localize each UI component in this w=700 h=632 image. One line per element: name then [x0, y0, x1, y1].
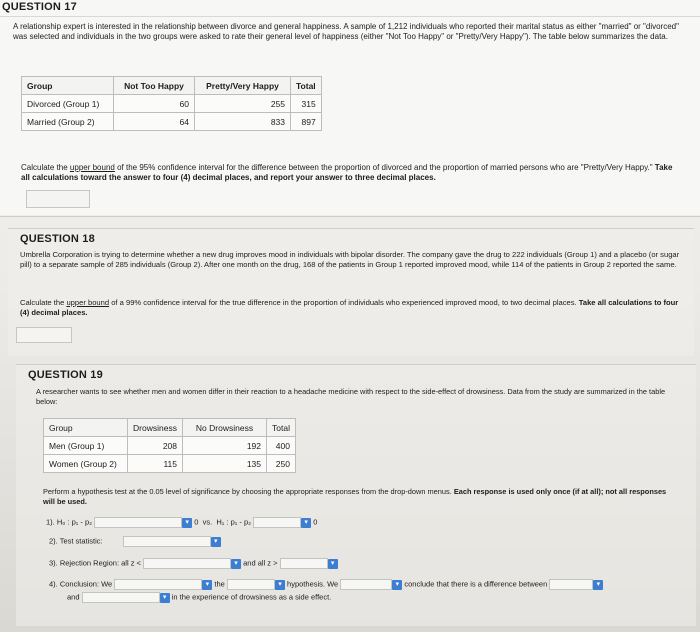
instruction-underline: upper bound: [66, 298, 110, 307]
instruction-underline: upper bound: [69, 163, 115, 172]
vs-label: vs.: [202, 517, 213, 527]
table-header: Pretty/Very Happy: [195, 77, 291, 95]
question-18-header: QUESTION 18: [20, 233, 95, 245]
question-18-instructions: [20, 298, 680, 317]
instruction-text: of a 99% confidence interval for the true difference in the proportion of individuals who experienced improved mood, to two decimal places.: [109, 298, 579, 307]
step-3-label: 3). Rejection Region: all z <: [49, 558, 141, 568]
h1-select[interactable]: [253, 517, 301, 528]
step-3-row: [49, 558, 338, 569]
question-18-panel: [8, 228, 694, 356]
step-1-row: [46, 517, 317, 528]
chevron-down-icon[interactable]: ▾: [593, 580, 603, 590]
table-row: [22, 113, 322, 131]
table-row: [44, 437, 296, 455]
step-4-row: [49, 579, 603, 590]
hypothesis-label: hypothesis. We: [287, 579, 339, 589]
table-cell: 833: [195, 113, 291, 131]
chevron-down-icon[interactable]: ▾: [392, 580, 402, 590]
question-17-header: QUESTION 17: [0, 0, 700, 17]
chevron-down-icon[interactable]: ▾: [202, 580, 212, 590]
step-2-label: 2). Test statistic:: [49, 536, 103, 546]
question-19-header: QUESTION 19: [28, 369, 103, 381]
rejection-upper-select[interactable]: [280, 558, 328, 569]
instruction-bold: Take all calculations to four (4) decimal places.: [20, 298, 679, 317]
test-statistic-select[interactable]: [123, 536, 211, 547]
question-19-panel: [16, 364, 696, 626]
step-4-row-cont: [67, 592, 331, 603]
question-18-answer-input[interactable]: [16, 327, 72, 343]
question-17-text: A relationship expert is interested in the relationship between divorce and general happiness. A sample of 1,212 individuals who reported their marital status as either "married" or "divorced" was selected and individuals in the two groups were asked to rate their general level of happiness (either "Not Too Happy" or "Pretty/Very Happy"). The table below summarizes the data.: [13, 22, 679, 41]
table-header-row: [22, 77, 322, 95]
chevron-down-icon[interactable]: ▾: [182, 518, 192, 528]
h0-value: 0: [194, 517, 199, 527]
question-19-table: [43, 418, 296, 473]
table-header-row: [44, 419, 296, 437]
instruction-text: Perform a hypothesis test at the 0.05 level of significance by choosing the appropriate responses from the drop-down menus.: [43, 487, 454, 496]
table-cell: 64: [114, 113, 195, 131]
table-cell: 135: [183, 455, 267, 473]
table-cell: Married (Group 2): [22, 113, 114, 131]
h1-label: H₁ : p₁ - p₂: [216, 517, 252, 527]
divider: [0, 216, 700, 217]
table-cell: Women (Group 2): [44, 455, 128, 473]
table-header: Group: [44, 419, 128, 437]
table-cell: Divorced (Group 1): [22, 95, 114, 113]
table-header: Not Too Happy: [114, 77, 195, 95]
table-cell: 192: [183, 437, 267, 455]
group-select-2[interactable]: [82, 592, 160, 603]
the-label: the: [214, 579, 225, 589]
question-17-answer-input[interactable]: [26, 190, 90, 208]
table-header: Total: [291, 77, 322, 95]
chevron-down-icon[interactable]: ▾: [301, 518, 311, 528]
table-header: No Drowsiness: [183, 419, 267, 437]
table-cell: Men (Group 1): [44, 437, 128, 455]
chevron-down-icon[interactable]: ▾: [275, 580, 285, 590]
table-header: Drowsiness: [128, 419, 183, 437]
table-row: [44, 455, 296, 473]
hypothesis-select[interactable]: [227, 579, 275, 590]
and-label: and all z >: [243, 558, 278, 568]
chevron-down-icon[interactable]: ▾: [160, 593, 170, 603]
table-header: Group: [22, 77, 114, 95]
instruction-text: of the 95% confidence interval for the difference between the proportion of divorced and the proportion of married persons who are "Pretty/Very Happy.": [114, 163, 655, 172]
question-17-instructions: [21, 163, 681, 183]
instruction-bold: Take all calculations toward the answer to four (4) decimal places, and report your answer to three decimal places.: [21, 163, 673, 182]
table-header: Total: [267, 419, 296, 437]
table-cell: 400: [267, 437, 296, 455]
question-17-table: [21, 76, 322, 131]
question-19-instructions: [43, 487, 673, 506]
conclude-select[interactable]: [340, 579, 392, 590]
table-cell: 250: [267, 455, 296, 473]
conclude-label: conclude that there is a difference between: [404, 579, 548, 589]
chevron-down-icon[interactable]: ▾: [328, 559, 338, 569]
h1-value: 0: [313, 517, 318, 527]
instruction-text: Calculate the: [20, 298, 67, 307]
chevron-down-icon[interactable]: ▾: [211, 537, 221, 547]
h0-select[interactable]: [94, 517, 182, 528]
question-18-text: Umbrella Corporation is trying to determine whether a new drug improves mood in individuals with bipolar disorder. The company gave the drug to 222 individuals (Group 1) and a placebo (or sugar pill) to a separate sample of 285 individuals (Group 2). After one month on the drug, 168 of the patients in Group 1 reported improved mood, while 114 of the patients in Group 2 reported the same.: [20, 250, 680, 269]
question-17-panel: [0, 0, 700, 215]
and-label: and: [67, 592, 80, 602]
chevron-down-icon[interactable]: ▾: [231, 559, 241, 569]
group-select-1[interactable]: [549, 579, 593, 590]
table-cell: 897: [291, 113, 322, 131]
rejection-lower-select[interactable]: [143, 558, 231, 569]
conclusion-action-select[interactable]: [114, 579, 202, 590]
table-cell: 315: [291, 95, 322, 113]
conclusion-tail-text: in the experience of drowsiness as a side effect.: [171, 592, 332, 602]
table-cell: 60: [114, 95, 195, 113]
question-19-text: A researcher wants to see whether men and women differ in their reaction to a headache medicine with respect to the side-effect of drowsiness. Data from the study are summarized in the table below:: [36, 387, 666, 406]
step-1-label: 1). H₀ : p₁ - p₂: [46, 517, 93, 527]
step-4-label: 4). Conclusion: We: [49, 579, 113, 589]
instruction-text: Calculate the: [21, 163, 70, 172]
table-row: [22, 95, 322, 113]
table-cell: 115: [128, 455, 183, 473]
table-cell: 255: [195, 95, 291, 113]
step-2-row: [49, 536, 221, 547]
instruction-bold: Each response is used only once (if at all); not all responses will be used.: [43, 487, 667, 506]
table-cell: 208: [128, 437, 183, 455]
